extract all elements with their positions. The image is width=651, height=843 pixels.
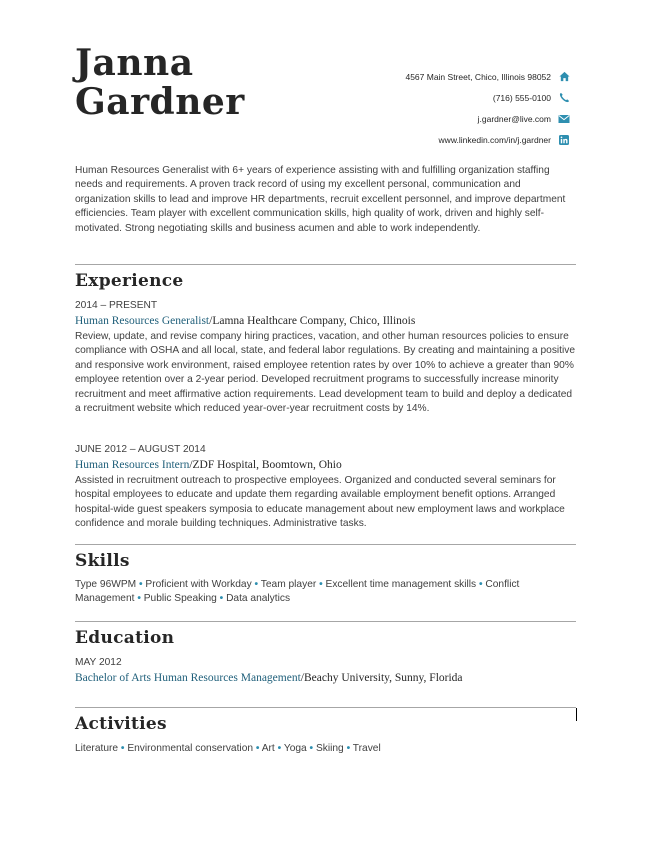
job-1-title: Human Resources Generalist — [75, 315, 210, 327]
contact-phone-row — [405, 87, 570, 108]
job-1-dates: 2014 – PRESENT — [75, 300, 158, 311]
linkedin-icon — [558, 134, 570, 146]
contact-linkedin[interactable]: www.linkedin.com/in/j.gardner — [438, 134, 551, 145]
education-heading: Education — [75, 628, 175, 648]
skill-item: Proficient with Workday — [145, 579, 252, 590]
resume-name — [75, 44, 245, 122]
job-2-description: Assisted in recruitment outreach to prospective employees. Organized and conducted several seminars for hospital employees to educate and update them regarding available employment benefit options. Arranged hospital-wide guest speakers symposia to educate management about new employment laws and workplace confidence and morale building techniques. Administrative tasks. — [75, 475, 565, 530]
email-icon — [558, 113, 570, 125]
contact-email-row — [405, 108, 570, 129]
last-name: Gardner — [75, 81, 245, 123]
bullet: • — [120, 743, 125, 754]
job-2-employer: /ZDF Hospital, Boomtown, Ohio — [189, 459, 342, 471]
activities-heading: Activities — [75, 714, 167, 734]
education-degree-line — [75, 672, 463, 684]
text-cursor — [576, 708, 577, 721]
activities-list — [75, 742, 577, 756]
bullet: • — [319, 579, 323, 590]
job-1-employer: /Lamna Healthcare Company, Chico, Illinois — [209, 315, 416, 327]
section-divider — [75, 621, 576, 622]
bullet: • — [219, 593, 224, 605]
contact-email[interactable]: j.gardner@live.com — [477, 113, 551, 124]
phone-icon — [558, 92, 570, 104]
contact-address: 4567 Main Street, Chico, Illinois 98052 — [405, 71, 551, 82]
bullet: • — [277, 743, 282, 754]
skill-item: Excellent time management skills — [325, 579, 477, 590]
education-date: MAY 2012 — [75, 657, 122, 668]
skill-item: Type 96WPM — [75, 579, 137, 590]
contact-address-row — [405, 66, 570, 87]
skill-item: Public Speaking — [143, 593, 217, 605]
education-school: /Beachy University, Sunny, Florida — [300, 672, 463, 684]
skills-list — [75, 578, 577, 607]
job-2-title: Human Resources Intern — [75, 459, 190, 471]
bullet: • — [137, 593, 141, 605]
section-divider — [75, 544, 576, 545]
contact-linkedin-row — [405, 129, 570, 150]
activity-item: Literature — [75, 743, 119, 754]
job-2-dates: JUNE 2012 – AUGUST 2014 — [75, 444, 206, 455]
experience-heading: Experience — [75, 271, 184, 291]
bullet: • — [346, 743, 351, 754]
job-1-role-line — [75, 315, 415, 327]
activity-item: Travel — [352, 743, 381, 754]
first-name: Janna — [75, 42, 194, 84]
job-1-description: Review, update, and revise company hiring practices, vacation, and other human resources policies to ensure compliance with OSHA and all local, state, and federal labor regulations. By creating and maintaining a positive and responsive work environment, raised employee retention rates by over 10% to achieve a greater than 90% employee retention over a 2-year period. Developed recruitment programs to successfully increase minority recruitment and meet affirmative action requirements. Lead development team to build and deploy a dedicated a recruitment website which reduced year-over-year recruitment costs by 14%. — [75, 331, 576, 415]
activity-item: Art — [261, 743, 275, 754]
contact-phone: (716) 555-0100 — [492, 92, 551, 103]
activity-item: Environmental conservation — [127, 743, 254, 754]
skill-item: Conflict Management — [75, 579, 520, 605]
activity-item: Skiing — [315, 743, 344, 754]
section-divider — [75, 707, 576, 708]
job-2-role-line — [75, 459, 342, 471]
bullet: • — [478, 579, 483, 590]
summary-paragraph: Human Resources Generalist with 6+ years of experience assisting with and fulfilling organization staffing needs and requirements. A proven track record of using my excellent personal, communication and organization skills to lead and improve HR departments, recruit excellent personnel, and improve department efficiencies. Team player with excellent communication skills, high quality of work, driven and highly self-motivated. Strong negotiating skills and business acumen and able to work independently. — [75, 165, 566, 234]
skill-item: Data analytics — [226, 593, 291, 605]
bullet: • — [254, 579, 259, 590]
home-icon — [558, 71, 570, 83]
skill-item: Team player — [260, 579, 317, 590]
skills-heading: Skills — [75, 551, 130, 571]
section-divider — [75, 264, 576, 265]
education-degree: Bachelor of Arts Human Resources Management — [75, 672, 301, 684]
bullet: • — [139, 579, 143, 590]
contact-info — [405, 66, 570, 150]
activity-item: Yoga — [283, 743, 307, 754]
bullet: • — [309, 743, 314, 754]
bullet: • — [255, 743, 260, 754]
